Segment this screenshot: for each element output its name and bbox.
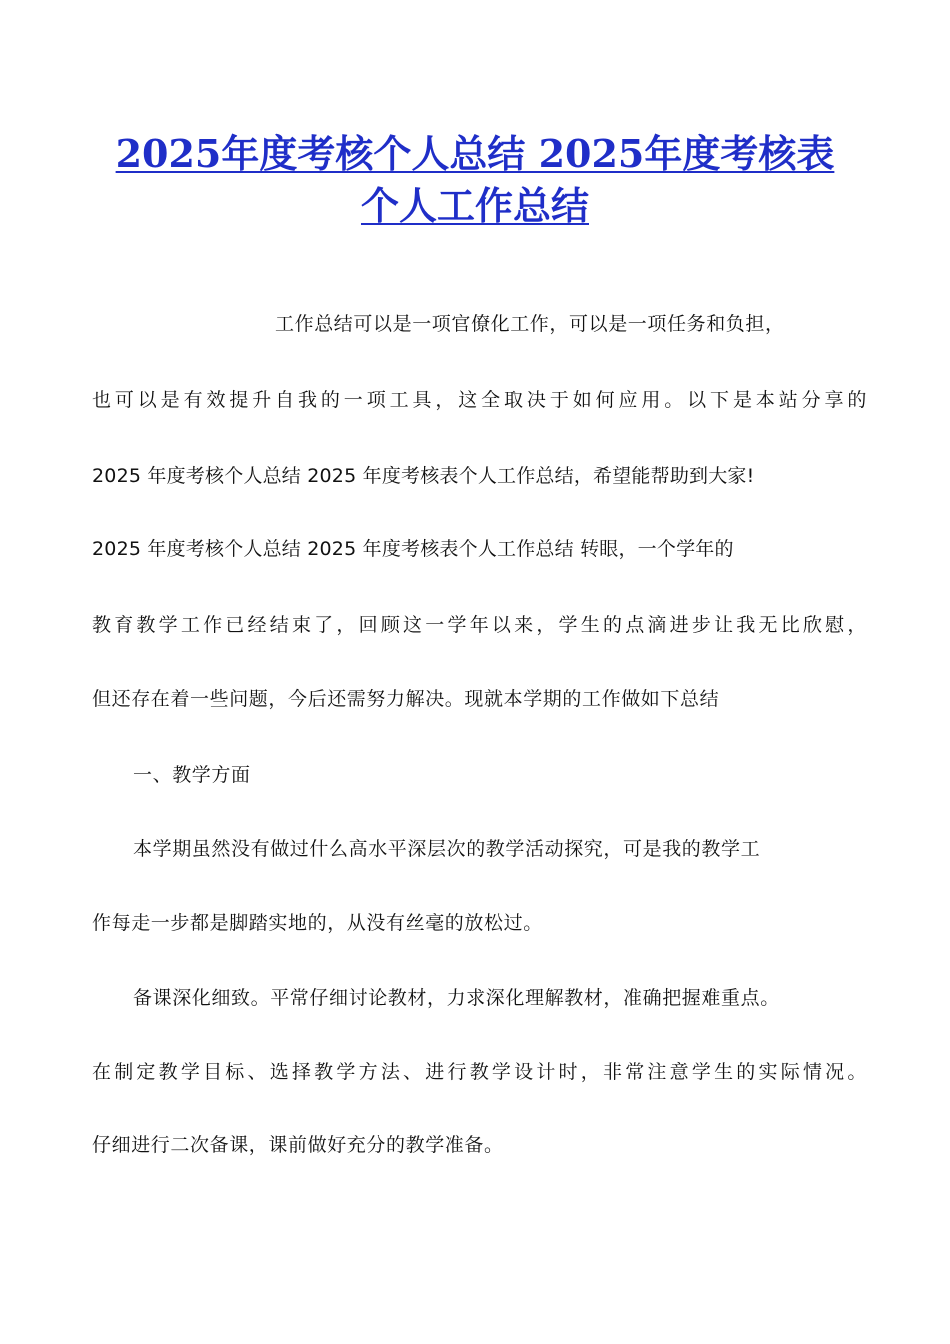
document-title-line-1[interactable]: 2025年度考核个人总结 2025年度考核表 — [115, 131, 835, 176]
body-line-1: 工作总结可以是一项官僚化工作，可以是一项任务和负担， — [275, 313, 785, 335]
body-line-2: 也可以是有效提升自我的一项工具，这全取决于如何应用。以下是本站分享的 — [92, 389, 867, 411]
body-line-5: 教育教学工作已经结束了，回顾这一学年以来，学生的点滴进步让我无比欣慰， — [92, 614, 867, 636]
body-line-9: 作每走一步都是脚踏实地的，从没有丝毫的放松过。 — [92, 912, 543, 934]
document-title-line-2[interactable]: 个人工作总结 — [360, 183, 589, 228]
body-line-6: 但还存在着一些问题，今后还需努力解决。现就本学期的工作做如下总结 — [92, 688, 720, 710]
body-line-12: 仔细进行二次备课，课前做好充分的教学准备。 — [92, 1134, 504, 1156]
body-line-11: 在制定教学目标、选择教学方法、进行教学设计时，非常注意学生的实际情况。 — [92, 1061, 867, 1083]
body-line-10: 备课深化细致。平常仔细讨论教材，力求深化理解教材，准确把握难重点。 — [133, 987, 780, 1009]
body-line-3: 2025 年度考核个人总结 2025 年度考核表个人工作总结，希望能帮助到大家! — [92, 465, 755, 487]
section-heading-teaching: 一、教学方面 — [133, 764, 251, 786]
body-line-8: 本学期虽然没有做过什么高水平深层次的教学活动探究，可是我的教学工 — [133, 838, 761, 860]
body-line-4: 2025 年度考核个人总结 2025 年度考核表个人工作总结 转眼，一个学年的 — [92, 538, 734, 560]
